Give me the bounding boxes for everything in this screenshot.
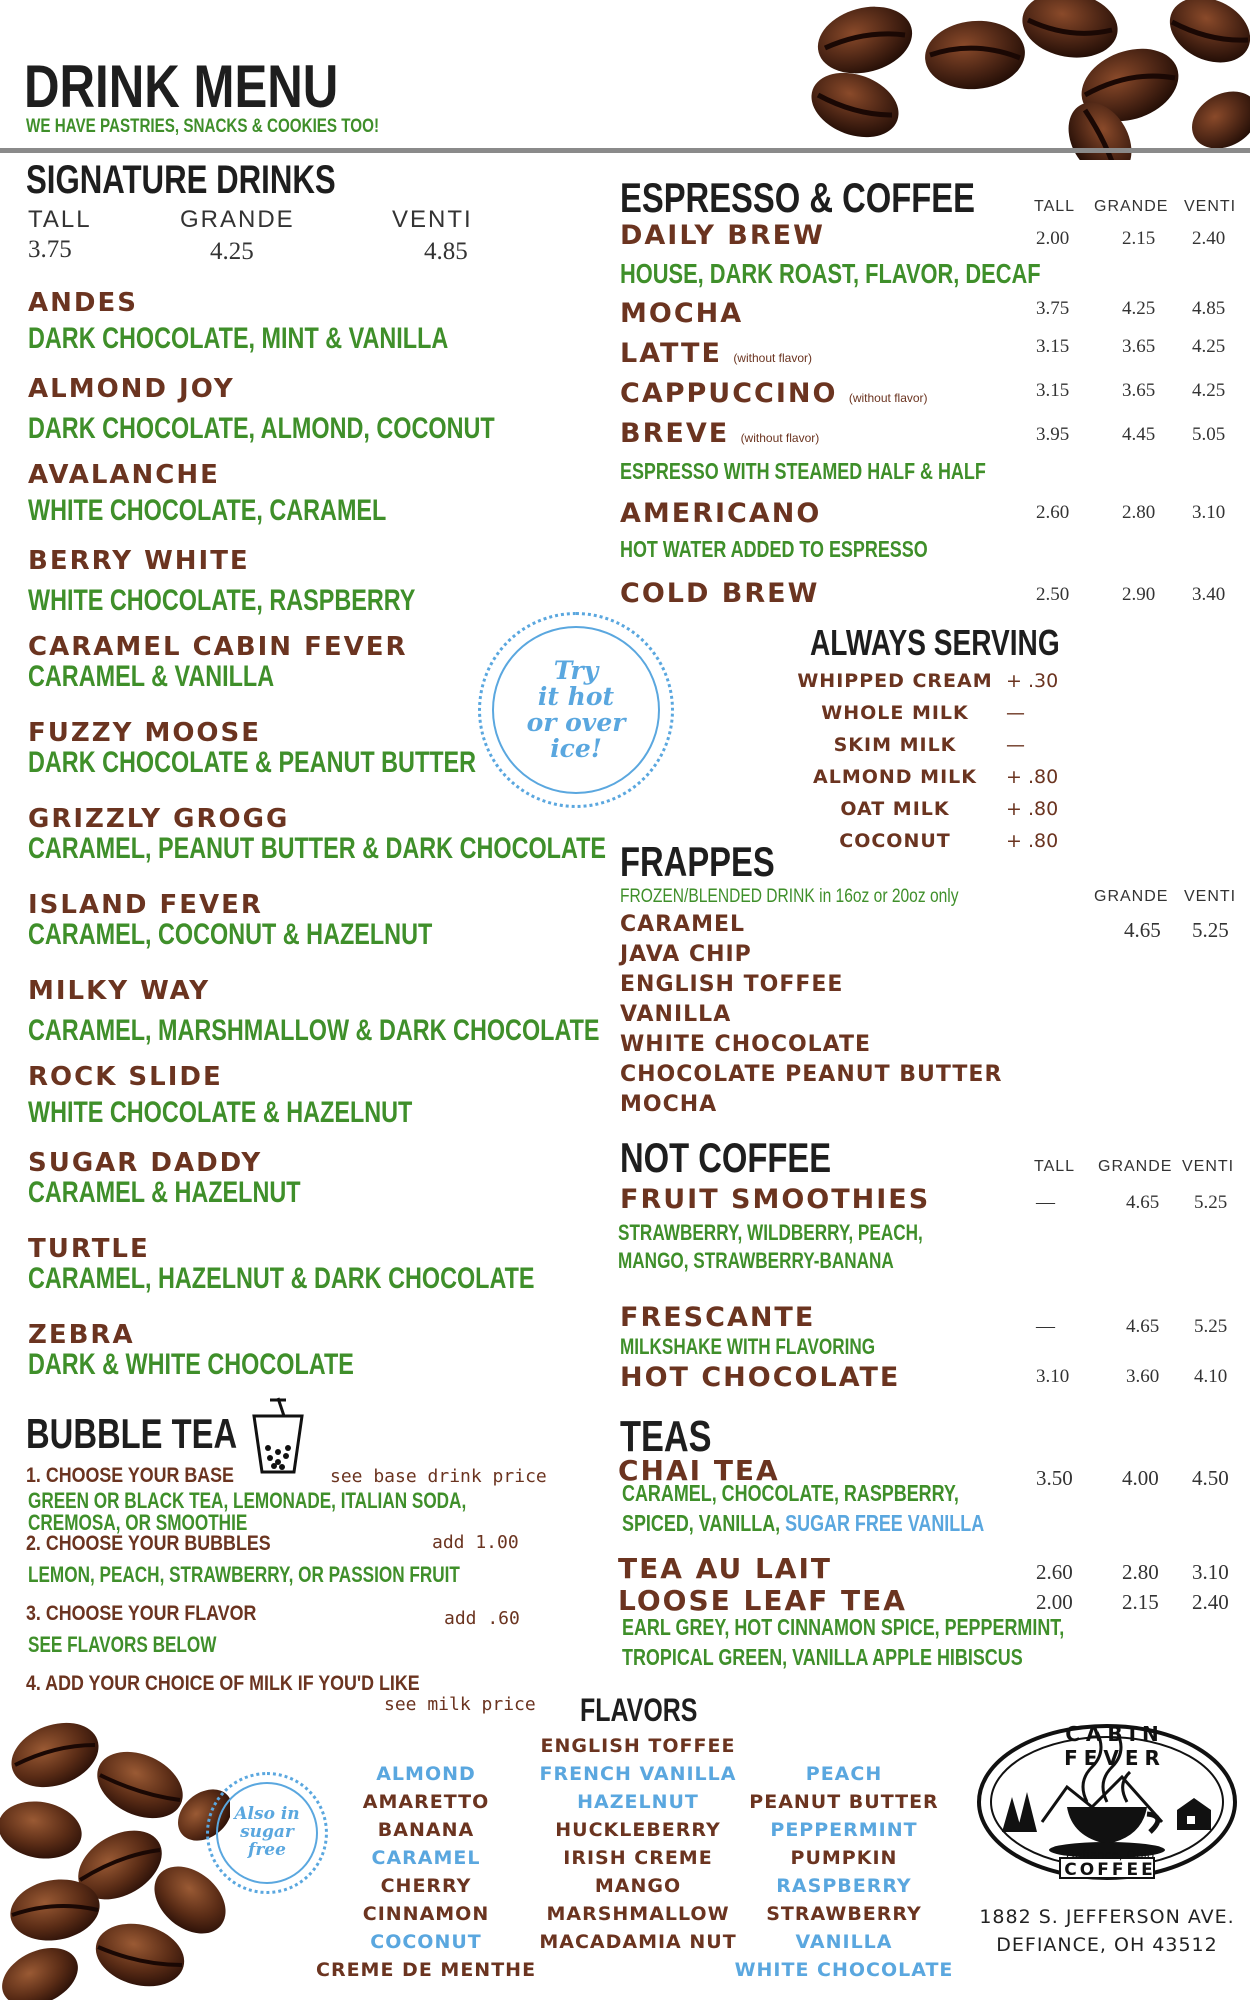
not-coffee-price: 4.65 <box>1126 1316 1160 1337</box>
page-title: DRINK MENU <box>24 53 339 120</box>
chai-desc-1: CARAMEL, CHOCOLATE, RASPBERRY, <box>622 1480 959 1506</box>
signature-item-desc: DARK CHOCOLATE, MINT & VANILLA <box>28 322 449 355</box>
bubble-step-2-note: add 1.00 <box>432 1532 519 1553</box>
espresso-item-desc: ESPRESSO WITH STEAMED HALF & HALF <box>620 458 986 484</box>
always-serving-item: WHIPPED CREAM <box>797 670 993 692</box>
signature-item-name: GRIZZLY GROGG <box>28 804 290 834</box>
espresso-price: 2.00 <box>1036 228 1070 249</box>
signature-item-name: SUGAR DADDY <box>28 1148 263 1178</box>
frappes-size-grande: GRANDE <box>1094 888 1169 905</box>
bubble-step-1-desc-2: CREMOSA, OR SMOOTHIE <box>28 1510 248 1535</box>
espresso-item-name: MOCHA <box>620 298 744 329</box>
frescante-desc: MILKSHAKE WITH FLAVORING <box>620 1334 876 1359</box>
signature-item-desc: CARAMEL & HAZELNUT <box>28 1176 301 1209</box>
signature-size-venti: VENTI <box>392 206 473 233</box>
tea-price: 2.40 <box>1192 1590 1229 1614</box>
stamp-line-1: Try <box>553 655 599 685</box>
not-coffee-item-name: FRESCANTE <box>620 1302 816 1333</box>
always-serving-item: WHOLE MILK <box>821 702 969 724</box>
flavor-item: STRAWBERRY <box>766 1903 922 1925</box>
tea-item-name: TEA AU LAIT <box>618 1552 832 1585</box>
always-serving-price: — <box>1006 702 1025 724</box>
espresso-item-desc: HOT WATER ADDED TO ESPRESSO <box>620 536 928 562</box>
bubble-step-2: 2. CHOOSE YOUR BUBBLES <box>26 1532 271 1555</box>
always-serving-price: — <box>1006 734 1025 756</box>
frappes-price-grande: 4.65 <box>1124 918 1161 942</box>
flavor-item: MACADAMIA NUT <box>539 1931 737 1953</box>
always-serving-item: ALMOND MILK <box>813 766 977 788</box>
signature-item-name: AVALANCHE <box>28 460 220 490</box>
always-serving-price: + .30 <box>1006 670 1059 692</box>
tea-price: 4.00 <box>1122 1466 1159 1490</box>
frappe-item: MOCHA <box>620 1092 718 1117</box>
stamp-line-2: it hot <box>537 681 615 711</box>
bubble-step-4: 4. ADD YOUR CHOICE OF MILK IF YOU'D LIKE <box>26 1672 420 1695</box>
espresso-item-name: CAPPUCCINO <box>620 378 838 409</box>
flavor-item: PEANUT BUTTER <box>749 1791 939 1813</box>
always-serving-item: COCONUT <box>839 830 951 852</box>
flavor-item: MARSHMALLOW <box>546 1903 730 1925</box>
espresso-item-note: (without flavor) <box>733 351 813 365</box>
smoothies-desc-2: MANGO, STRAWBERRY-BANANA <box>618 1248 894 1273</box>
espresso-item-daily <box>620 220 825 251</box>
logo-top-text: CABIN FEVER <box>1064 1722 1166 1770</box>
always-serving-price: + .80 <box>1006 766 1059 788</box>
signature-item-name: ZEBRA <box>28 1320 135 1350</box>
espresso-item-name: AMERICANO <box>620 498 822 529</box>
signature-item-desc: DARK CHOCOLATE, ALMOND, COCONUT <box>28 412 495 445</box>
stamp-line-4: ice! <box>550 734 602 764</box>
flavor-item: CHERRY <box>380 1875 472 1897</box>
bubble-step-3-desc: SEE FLAVORS BELOW <box>28 1632 217 1657</box>
tea-price: 4.50 <box>1192 1466 1229 1490</box>
always-serving-item: SKIM MILK <box>833 734 957 756</box>
not-coffee-price: 5.25 <box>1194 1192 1228 1213</box>
espresso-price: 2.40 <box>1192 228 1226 249</box>
address-line-2: DEFIANCE, OH 43512 <box>996 1934 1218 1956</box>
flavor-item: WHITE CHOCOLATE <box>734 1959 954 1981</box>
notcoffee-size-tall: TALL <box>1034 1158 1076 1175</box>
espresso-item-name: DAILY BREW <box>620 220 825 251</box>
frappe-item: WHITE CHOCOLATE <box>620 1032 872 1057</box>
notcoffee-size-venti: VENTI <box>1182 1158 1235 1175</box>
tea-price: 2.15 <box>1122 1590 1159 1614</box>
stamp-line-3: or over <box>526 708 626 737</box>
espresso-price: 4.25 <box>1122 298 1156 319</box>
bubble-step-1: 1. CHOOSE YOUR BASE <box>26 1464 234 1487</box>
frappe-item: ENGLISH TOFFEE <box>620 972 844 997</box>
coffee-beans-top-image <box>800 0 1250 160</box>
bubble-step-4-note: see milk price <box>384 1694 536 1715</box>
always-serving-price: + .80 <box>1006 798 1059 820</box>
espresso-price: 2.60 <box>1036 502 1070 523</box>
espresso-size-tall: TALL <box>1034 198 1076 215</box>
tea-price: 2.60 <box>1036 1560 1073 1584</box>
not-coffee-price: 4.10 <box>1194 1366 1228 1387</box>
address-line-1: 1882 S. JEFFERSON AVE. <box>979 1906 1235 1928</box>
espresso-price: 3.75 <box>1036 298 1070 319</box>
not-coffee-price: — <box>1036 1192 1055 1213</box>
espresso-price: 4.25 <box>1192 336 1226 357</box>
flavor-item: CINNAMON <box>362 1903 490 1925</box>
bubble-step-3: 3. CHOOSE YOUR FLAVOR <box>26 1602 257 1625</box>
espresso-heading: ESPRESSO & COFFEE <box>620 174 975 221</box>
frappe-item: CHOCOLATE PEANUT BUTTER <box>620 1062 1003 1087</box>
tea-price: 2.00 <box>1036 1590 1073 1614</box>
not-coffee-item-name: HOT CHOCOLATE <box>620 1362 901 1393</box>
flavor-item: IRISH CREME <box>563 1847 713 1869</box>
flavor-item: ALMOND <box>376 1763 476 1785</box>
tea-price: 2.80 <box>1122 1560 1159 1584</box>
signature-price-venti: 4.85 <box>424 238 468 265</box>
not-coffee-heading: NOT COFFEE <box>620 1134 832 1181</box>
not-coffee-price: 3.60 <box>1126 1366 1160 1387</box>
chai-desc-2 <box>622 1510 984 1537</box>
tea-item-name: CHAI TEA <box>618 1454 780 1487</box>
flavor-item: COCONUT <box>370 1931 482 1953</box>
flavor-item: HAZELNUT <box>577 1791 699 1813</box>
not-coffee-price: — <box>1036 1316 1055 1337</box>
flavor-item: PUMPKIN <box>790 1847 898 1869</box>
espresso-item-note: (without flavor) <box>848 391 928 405</box>
signature-item-desc: CARAMEL, HAZELNUT & DARK CHOCOLATE <box>28 1262 535 1295</box>
coffee-beans-bottom-image <box>0 1715 230 2000</box>
signature-item-desc: DARK & WHITE CHOCOLATE <box>28 1348 354 1381</box>
smoothies-desc-1: STRAWBERRY, WILDBERRY, PEACH, <box>618 1220 923 1245</box>
tea-item-name: LOOSE LEAF TEA <box>618 1584 907 1617</box>
signature-item-name: CARAMEL CABIN FEVER <box>28 632 408 662</box>
signature-item-desc: CARAMEL, COCONUT & HAZELNUT <box>28 918 433 951</box>
espresso-price: 4.45 <box>1122 424 1156 445</box>
flavor-item: FRENCH VANILLA <box>539 1763 737 1785</box>
frappes-heading: FRAPPES <box>620 838 775 885</box>
espresso-item-americano <box>620 498 821 529</box>
espresso-price: 3.65 <box>1122 380 1156 401</box>
frappes-size-venti: VENTI <box>1184 888 1237 905</box>
tea-price: 3.10 <box>1192 1560 1229 1584</box>
signature-item-name: ALMOND JOY <box>28 374 235 404</box>
frappes-price-venti: 5.25 <box>1192 918 1229 942</box>
signature-item-name: BERRY WHITE <box>28 546 250 576</box>
signature-item-desc: WHITE CHOCOLATE, RASPBERRY <box>28 584 416 617</box>
bubble-step-1-desc: GREEN OR BLACK TEA, LEMONADE, ITALIAN SODA, <box>28 1488 467 1513</box>
signature-item-name: MILKY WAY <box>28 976 211 1006</box>
page-subtitle: WE HAVE PASTRIES, SNACKS & COOKIES TOO! <box>26 116 380 137</box>
signature-item-name: ISLAND FEVER <box>28 890 263 920</box>
bubble-step-1-note: see base drink price <box>330 1466 547 1487</box>
signature-item-desc: CARAMEL, PEANUT BUTTER & DARK CHOCOLATE <box>28 832 607 865</box>
chai-desc-2b: SUGAR FREE VANILLA <box>785 1510 985 1536</box>
not-coffee-price: 4.65 <box>1126 1192 1160 1213</box>
flavor-item: VANILLA <box>795 1931 893 1953</box>
flavor-item: PEACH <box>805 1763 883 1785</box>
always-serving-heading: ALWAYS SERVING <box>810 622 1060 663</box>
frappe-item: VANILLA <box>620 1002 732 1027</box>
signature-item-name: FUZZY MOOSE <box>28 718 262 748</box>
header-divider <box>0 148 1250 153</box>
espresso-price: 4.25 <box>1192 380 1226 401</box>
espresso-price: 5.05 <box>1192 424 1226 445</box>
espresso-price: 2.15 <box>1122 228 1156 249</box>
flavor-item: ENGLISH TOFFEE <box>540 1735 736 1757</box>
espresso-item-breve <box>620 418 819 449</box>
sf-stamp-line-3: free <box>248 1839 286 1860</box>
signature-item-desc: WHITE CHOCOLATE & HAZELNUT <box>28 1096 413 1129</box>
flavor-item: CREME DE MENTHE <box>316 1959 537 1981</box>
bubble-tea-cup-icon <box>248 1396 308 1476</box>
bubble-step-2-desc: LEMON, PEACH, STRAWBERRY, OR PASSION FRUIT <box>28 1562 460 1587</box>
espresso-price: 4.85 <box>1192 298 1226 319</box>
signature-size-grande: GRANDE <box>180 206 295 233</box>
espresso-price: 2.50 <box>1036 584 1070 605</box>
signature-item-name: ROCK SLIDE <box>28 1062 223 1092</box>
frappes-note: FROZEN/BLENDED DRINK in 16oz or 20oz only <box>620 886 959 907</box>
espresso-price: 2.80 <box>1122 502 1156 523</box>
always-serving-item: OAT MILK <box>840 798 950 820</box>
flavor-item: BANANA <box>377 1819 475 1841</box>
signature-price-tall: 3.75 <box>28 236 72 263</box>
try-hot-or-iced-stamp <box>478 612 674 808</box>
signature-item-desc: DARK CHOCOLATE & PEANUT BUTTER <box>28 746 477 779</box>
loose-desc-1: EARL GREY, HOT CINNAMON SPICE, PEPPERMINT, <box>622 1614 1065 1640</box>
flavor-item: MANGO <box>594 1875 682 1897</box>
espresso-item-coldbrew <box>620 578 819 609</box>
espresso-item-cappuccino <box>620 378 928 409</box>
espresso-item-name: LATTE <box>620 338 722 369</box>
flavors-column-1 <box>316 1760 536 1984</box>
espresso-size-venti: VENTI <box>1184 198 1237 215</box>
flavor-item: CARAMEL <box>371 1847 481 1869</box>
sf-stamp-line-1: Also in <box>234 1804 300 1825</box>
flavor-item: AMARETTO <box>362 1791 490 1813</box>
espresso-item-desc: HOUSE, DARK ROAST, FLAVOR, DECAF <box>620 258 1041 289</box>
signature-item-name: TURTLE <box>28 1234 150 1264</box>
signature-item-desc: WHITE CHOCOLATE, CARAMEL <box>28 494 387 527</box>
signature-item-desc: CARAMEL & VANILLA <box>28 660 275 693</box>
espresso-price: 3.40 <box>1192 584 1226 605</box>
logo-bottom-text: COFFEE <box>1064 1860 1156 1880</box>
signature-heading: SIGNATURE DRINKS <box>26 158 336 202</box>
flavors-column-2 <box>528 1732 748 1956</box>
flavor-item: HUCKLEBERRY <box>555 1819 721 1841</box>
espresso-item-name: COLD BREW <box>620 578 820 609</box>
espresso-item-mocha <box>620 298 743 329</box>
espresso-item-name: BREVE <box>620 418 730 449</box>
flavors-heading: FLAVORS <box>580 1692 698 1728</box>
signature-price-grande: 4.25 <box>210 238 254 265</box>
espresso-price: 2.90 <box>1122 584 1156 605</box>
tea-price: 3.50 <box>1036 1466 1073 1490</box>
flavors-column-3 <box>734 1760 954 1984</box>
sf-stamp-line-2: sugar <box>240 1822 294 1843</box>
frappe-item: CARAMEL <box>620 912 746 937</box>
signature-size-tall: TALL <box>28 206 92 233</box>
always-serving-price: + .80 <box>1006 830 1059 852</box>
espresso-price: 3.15 <box>1036 336 1070 357</box>
notcoffee-size-grande: GRANDE <box>1098 1158 1173 1175</box>
espresso-price: 3.65 <box>1122 336 1156 357</box>
espresso-price: 3.15 <box>1036 380 1070 401</box>
signature-item-desc: CARAMEL, MARSHMALLOW & DARK CHOCOLATE <box>28 1014 600 1047</box>
flavor-item: RASPBERRY <box>776 1875 912 1897</box>
not-coffee-price: 5.25 <box>1194 1316 1228 1337</box>
espresso-item-note: (without flavor) <box>740 431 820 445</box>
flavor-item: PEPPERMINT <box>770 1819 918 1841</box>
signature-item-name: ANDES <box>28 288 138 318</box>
espresso-price: 3.95 <box>1036 424 1070 445</box>
espresso-size-grande: GRANDE <box>1094 198 1169 215</box>
bubble-tea-heading: BUBBLE TEA <box>26 1410 238 1457</box>
bubble-step-3-note: add .60 <box>444 1608 520 1629</box>
loose-desc-2: TROPICAL GREEN, VANILLA APPLE HIBISCUS <box>622 1644 1023 1670</box>
sugar-free-stamp <box>206 1772 328 1894</box>
frappe-item: JAVA CHIP <box>620 942 752 967</box>
not-coffee-item-name: FRUIT SMOOTHIES <box>620 1184 931 1215</box>
chai-desc-2a: SPICED, VANILLA, <box>622 1510 786 1536</box>
espresso-item-latte <box>620 338 812 369</box>
espresso-price: 3.10 <box>1192 502 1226 523</box>
not-coffee-price: 3.10 <box>1036 1366 1070 1387</box>
teas-heading: TEAS <box>620 1412 712 1461</box>
logo-location-text: Defiance, Ohio <box>1065 1848 1155 1862</box>
